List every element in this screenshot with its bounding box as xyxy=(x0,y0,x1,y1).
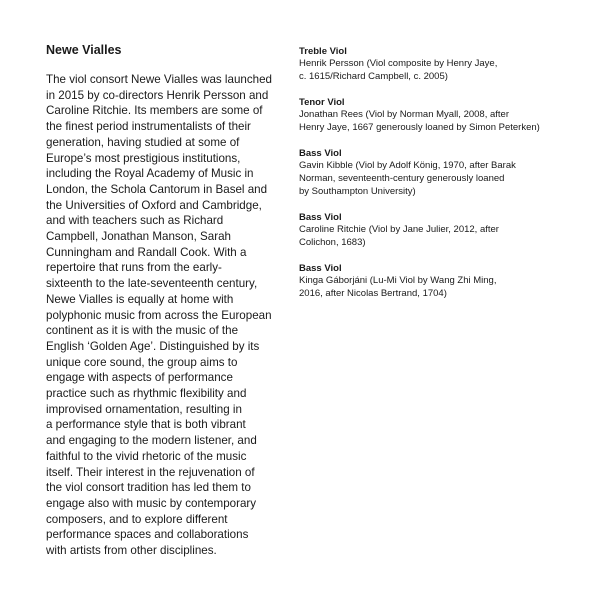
biography-line: including the Royal Academy of Music in xyxy=(46,167,254,181)
biography-line: engage also with music by contemporary xyxy=(46,496,257,510)
biography-line: the viol consort tradition has led them to xyxy=(46,481,251,495)
biography-line: composers, and to explore different xyxy=(46,512,228,526)
biography-line: polyphonic music from across the European xyxy=(46,308,272,322)
biography-line: Europe’s most prestigious institutions, xyxy=(46,151,241,165)
performer-line: Gavin Kibble (Viol by Adolf König, 1970, after Barak xyxy=(299,160,516,172)
performer-details xyxy=(299,160,559,198)
biography-line: with artists from other disciplines. xyxy=(46,544,217,558)
biography-line: Cunningham and Randall Cook. With a xyxy=(46,245,247,259)
performer-line: Kinga Gáborjáni (Lu-Mi Viol by Wang Zhi Ming, xyxy=(299,275,497,287)
roster-entry-bass-viol-2 xyxy=(299,211,559,249)
biography-line: itself. Their interest in the rejuvenation of xyxy=(46,465,255,479)
biography-line: sixteenth to the late-seventeenth century, xyxy=(46,277,258,291)
biography-line: Caroline Ritchie. Its members are some of xyxy=(46,104,263,118)
biography-line: repertoire that runs from the early- xyxy=(46,261,222,275)
roster-entry-bass-viol-3 xyxy=(299,262,559,300)
performer-line: c. 1615/Richard Campbell, c. 2005) xyxy=(299,70,448,82)
biography-line: Newe Vialles is equally at home with xyxy=(46,292,234,306)
performer-line: Caroline Ritchie (Viol by Jane Julier, 2012, after xyxy=(299,224,499,236)
biography-line: generation, having studied at some of xyxy=(46,135,240,149)
biography-line: The viol consort Newe Vialles was launched xyxy=(46,73,272,86)
biography-line: practice such as rhythmic flexibility and xyxy=(46,387,247,401)
biography-line: continent as it is with the music of the xyxy=(46,324,239,338)
performer-details xyxy=(299,224,559,249)
instrument-heading: Bass Viol xyxy=(299,263,342,275)
ensemble-biography xyxy=(46,42,278,559)
performer-line: Colichon, 1683) xyxy=(299,236,366,248)
performer-line: Henrik Persson (Viol composite by Henry Jaye, xyxy=(299,58,498,69)
biography-line: improvised ornamentation, resulting in xyxy=(46,402,242,416)
biography-line: the finest period instrumentalists of their xyxy=(46,120,251,134)
performer-details xyxy=(299,109,559,134)
performer-roster xyxy=(299,45,559,314)
roster-entry-tenor-viol xyxy=(299,96,559,134)
biography-line: and with teachers such as Richard xyxy=(46,214,224,228)
biography-line: in 2015 by co-directors Henrik Persson and xyxy=(46,88,269,102)
biography-line: the Universities of Oxford and Cambridge, xyxy=(46,198,262,212)
biography-line: a performance style that is both vibrant xyxy=(46,418,246,432)
biography-text xyxy=(46,72,278,559)
biography-line: faithful to the vivid rhetoric of the music xyxy=(46,449,247,463)
biography-line: Campbell, Jonathan Manson, Sarah xyxy=(46,230,231,244)
biography-line: performance spaces and collaborations xyxy=(46,528,249,542)
performer-line: by Southampton University) xyxy=(299,185,416,197)
biography-line: engage with aspects of performance xyxy=(46,371,233,385)
roster-entry-treble-viol xyxy=(299,45,559,83)
performer-details xyxy=(299,58,559,83)
biography-title: Newe Vialles xyxy=(46,43,122,57)
performer-line: Jonathan Rees (Viol by Norman Myall, 2008, after xyxy=(299,109,509,121)
roster-entry-bass-viol-1 xyxy=(299,147,559,198)
instrument-heading: Bass Viol xyxy=(299,212,342,224)
instrument-heading: Tenor Viol xyxy=(299,97,345,109)
biography-line: London, the Schola Cantorum in Basel and xyxy=(46,182,268,196)
biography-line: unique core sound, the group aims to xyxy=(46,355,238,369)
instrument-heading: Treble Viol xyxy=(299,46,347,57)
performer-details xyxy=(299,275,559,300)
performer-line: Henry Jaye, 1667 generously loaned by Simon Peterken) xyxy=(299,121,540,133)
biography-line: English ‘Golden Age’. Distinguished by its xyxy=(46,339,260,353)
performer-line: 2016, after Nicolas Bertrand, 1704) xyxy=(299,287,447,299)
instrument-heading: Bass Viol xyxy=(299,148,342,160)
biography-line: and engaging to the modern listener, and xyxy=(46,434,257,448)
performer-line: Norman, seventeenth-century generously loaned xyxy=(299,172,505,184)
